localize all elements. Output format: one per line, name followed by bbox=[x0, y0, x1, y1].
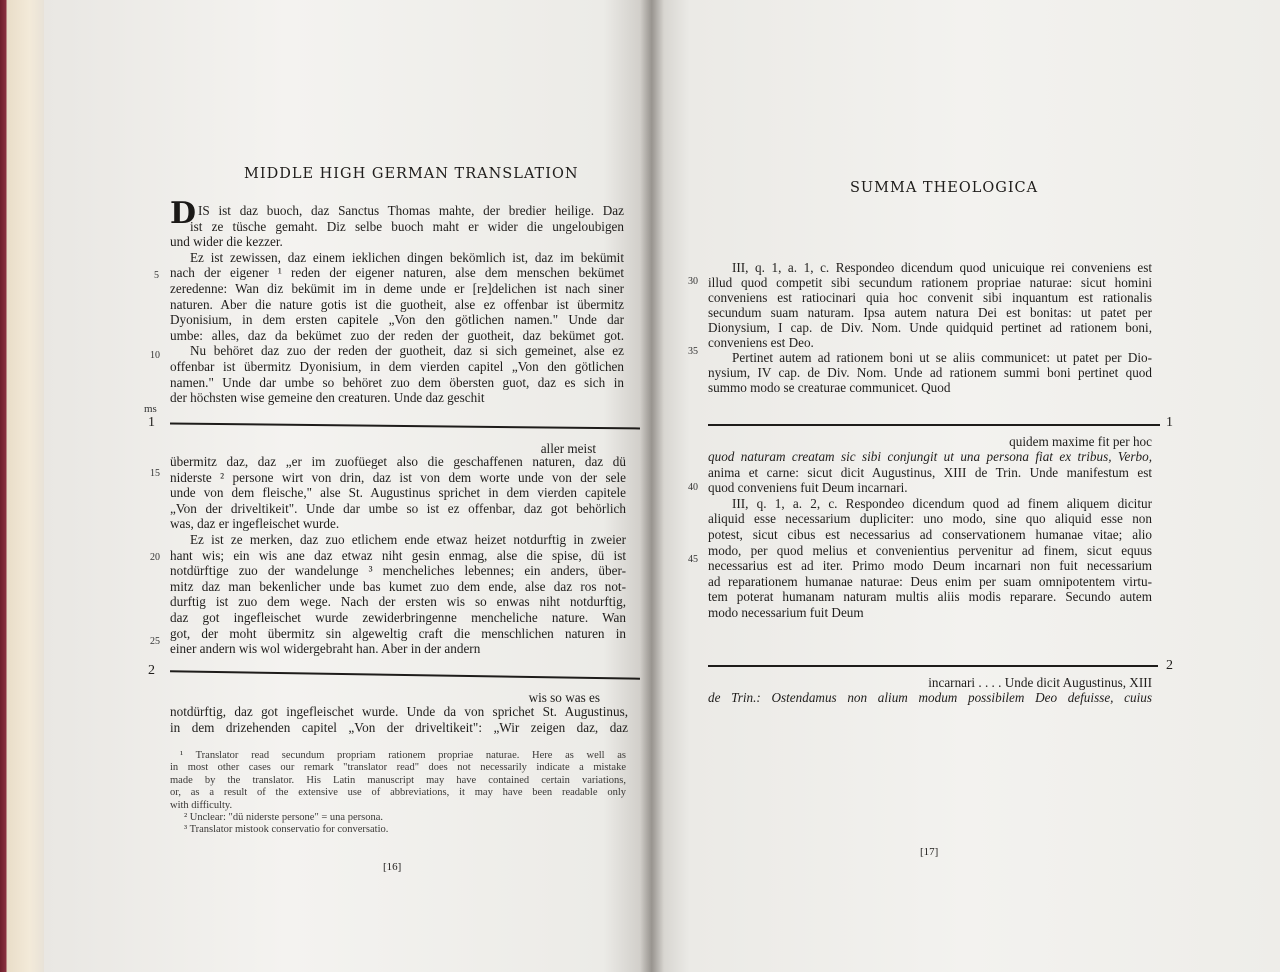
continuation-text: incarnari . . . . Unde dicit Augustinus, XIII bbox=[928, 675, 1152, 690]
line-number: 5 bbox=[154, 270, 159, 281]
text-line: in dem drizehenden capitel „Von der driveltikeit": „Wir zeigen daz, daz bbox=[170, 719, 628, 735]
segment-divider bbox=[170, 670, 640, 679]
text-line: illud quod competit sibi secundum rationem propriae naturae: sicut homini bbox=[708, 275, 1152, 290]
text-line: nach der eigener ¹ reden der eigener naturen, alse dem menschen bekümet bbox=[170, 265, 624, 281]
text-line: was, daz er ingefleischet wurde. bbox=[170, 516, 340, 532]
text-line: „Von der driveltikeit". Unde dar umbe so ist ez offenbar, daz got behörlich bbox=[170, 500, 626, 516]
text-line: tem poterat humanam naturam multis aliis modis reparare. Secundo autem bbox=[708, 589, 1152, 605]
text-line: ad reparationem humanae naturae: Deus enim per suam omnipotentem virtu- bbox=[708, 573, 1152, 589]
continuation-text: wis so was es bbox=[528, 690, 600, 705]
footnote-line: in most other cases our remark "translator read" does not necessarily indicate a mistake bbox=[170, 762, 626, 774]
book-gutter bbox=[640, 0, 664, 972]
text-line: modo, per quod melius et convenientius pervenitur ad finem, sicut equus bbox=[708, 542, 1152, 558]
text-line: quod naturam creatam sic sibi conjungit ut una persona fiat ex tribus, Verbo, bbox=[708, 449, 1152, 464]
page-number: [17] bbox=[920, 846, 939, 858]
text-line: potest, sicut cibus est necessarius ad conservationem humanae vitae; alio bbox=[708, 527, 1152, 542]
continuation-text: aller meist bbox=[540, 441, 596, 456]
text-line: Pertinet autem ad rationem boni ut se aliis communicet: ut patet per Dio- bbox=[732, 350, 1152, 365]
segment-divider bbox=[708, 665, 1158, 667]
text-line: Ez ist ze merken, daz zuo etlichem ende etwaz heizet notdurftig in zweier bbox=[190, 532, 626, 547]
footnote-line: ² Unclear: "dü niderste persone" = una persona. bbox=[184, 812, 383, 823]
segment-number: 2 bbox=[148, 663, 155, 678]
text-line: mitz daz man bekenlicher unde bas kumet zuo dem ende, alse daz ros not- bbox=[170, 578, 626, 594]
segment-divider bbox=[170, 423, 640, 430]
text-line: IS ist daz buoch, daz Sanctus Thomas mahte, der bredier heilige. Daz bbox=[198, 203, 624, 218]
line-number: 35 bbox=[688, 346, 698, 357]
footnote-line: ³ Translator mistook conservatio for conversatio. bbox=[184, 824, 389, 836]
text-line: unde von dem fleische," alse St. Augustinus sprichet in dem vierden capitele bbox=[170, 485, 626, 501]
text-line: und wider die kezzer. bbox=[170, 234, 283, 250]
page-title: MIDDLE HIGH GERMAN TRANSLATION bbox=[244, 166, 579, 182]
text-line: anima et carne: sicut dicit Augustinus, XIII de Trin. Unde manifestum est bbox=[708, 464, 1152, 480]
segment-number: 2 bbox=[1166, 658, 1173, 673]
text-line: übermitz daz, daz „er im zuofüeget also die geschaffenen naturen, daz dü bbox=[170, 454, 626, 469]
text-line: einer andern wis wol widergebraht han. Aber in der andern bbox=[170, 641, 481, 657]
footnote-line: or, as a result of the extensive use of abbreviations, it may have been readable only bbox=[170, 787, 626, 799]
text-line: necessarius est ad iter. Primo modo Deum incarnari non fuit necessarium bbox=[708, 558, 1152, 574]
page-title: SUMMA THEOLOGICA bbox=[850, 180, 1039, 196]
text-line: notdürftige zuo der wandelunge ³ mencheliches lebennes; ein anders, über- bbox=[170, 563, 626, 579]
continuation-text: quidem maxime fit per hoc bbox=[1009, 434, 1152, 449]
text-line: Dyonisium, in dem ersten capitele „Von den götlichen namen." Unde dar bbox=[170, 312, 624, 328]
right-page bbox=[652, 0, 1280, 972]
text-line: Nu behöret daz zuo der reden der guotheit, daz si sich gemeinet, alse ez bbox=[190, 343, 624, 359]
text-line: Ez ist zewissen, daz einem ieklichen dingen bekömlich ist, daz im bekümit bbox=[190, 249, 624, 265]
line-number: 30 bbox=[688, 276, 698, 287]
text-line: modo necessarium fuit Deum bbox=[708, 605, 864, 620]
text-line: namen." Unde dar umbe so behöret zuo dem öbersten guot, daz es sich in bbox=[170, 374, 624, 390]
text-line: durftig ist zuo dem wege. Nach der ersten wis so enwas niht notdurftig, bbox=[170, 594, 626, 610]
text-line: ist ze tüsche gemaht. Diz selbe buoch maht er wider die ungeloubigen bbox=[190, 218, 624, 234]
text-line: aliquid esse necessarium dupliciter: uno modo, sine quo aliquid esse non bbox=[708, 511, 1152, 527]
text-line: zeredenne: Wan diz bekümit im in deme unde er [re]delichen ist nach siner bbox=[170, 281, 624, 296]
text-line: niderste ² persone wirt von drin, daz ist von dem worte unde von der sele bbox=[170, 469, 626, 485]
text-line: notdürftig, daz got ingefleischet wurde. Unde da von sprichet St. Augustinus, bbox=[170, 704, 628, 719]
footnote-line: with difficulty. bbox=[170, 799, 233, 811]
line-number: 20 bbox=[150, 552, 160, 563]
text-line: III, q. 1, a. 1, c. Respondeo dicendum quod unicuique rei conveniens est bbox=[732, 260, 1152, 275]
segment-number: 1 bbox=[1166, 415, 1173, 430]
text-line: Dionysium, I cap. de Div. Nom. Unde quidquid pertinet ad rationem boni, bbox=[708, 320, 1152, 335]
text-line: der höchsten wise gemeine den creaturen. Unde daz geschit bbox=[170, 390, 485, 406]
footnote-line: ¹ Translator read secundum propriam rationem propriae naturae. Here as well as bbox=[180, 750, 626, 761]
text-line: offenbar ist übermitz Dyonisium, in dem vierden capitel „Von den götlichen bbox=[170, 359, 624, 374]
text-line: naturen. Aber die nature gotis ist die guotheit, alse ez offenbar ist übermitz bbox=[170, 296, 624, 312]
line-number: 25 bbox=[150, 636, 160, 647]
text-line: summo modo se creaturae communicet. Quod bbox=[708, 380, 951, 395]
text-line: quod conveniens fuit Deum incarnari. bbox=[708, 480, 908, 496]
line-number: 45 bbox=[688, 554, 698, 565]
text-line: conveniens est Deo. bbox=[708, 335, 814, 350]
text-line: daz got ingefleischet wurde zewiderbringenne mencheliche nature. Wan bbox=[170, 610, 626, 625]
drop-cap: D bbox=[170, 196, 197, 231]
book-cover-edge bbox=[0, 0, 44, 972]
segment-number: 1 bbox=[148, 415, 155, 430]
line-number: 40 bbox=[688, 482, 698, 493]
text-line: secundum suam naturam. Ipsa autem natura Dei est bonitas: ut patet per bbox=[708, 305, 1152, 320]
left-page bbox=[44, 0, 652, 972]
text-line: hant wis; ein wis ane daz etwaz niht gesin enmag, alse die spise, dü ist bbox=[170, 547, 626, 563]
manuscript-mark: ms bbox=[144, 403, 157, 415]
text-line: nysium, IV cap. de Div. Nom. Unde ad rationem summi boni pertinet quod bbox=[708, 365, 1152, 380]
text-line: de Trin.: Ostendamus non alium modum possibilem Deo defuisse, cuius bbox=[708, 690, 1152, 705]
text-line: conveniens est ratiocinari quia hoc convenit sibi inquantum est rationalis bbox=[708, 290, 1152, 305]
text-line: III, q. 1, a. 2, c. Respondeo dicendum quod ad finem aliquem dicitur bbox=[732, 495, 1152, 511]
line-number: 10 bbox=[150, 350, 160, 361]
page-number: [16] bbox=[383, 861, 402, 873]
footnote-line: made by the translator. His Latin manuscript may have contained certain variations, bbox=[170, 774, 626, 786]
text-line: got, der moht übermitz sin algeweltig craft die menschlichen naturen in bbox=[170, 625, 626, 641]
segment-divider bbox=[708, 424, 1160, 426]
text-line: umbe: alles, daz da bekümet zuo der reden der guotheit, daz bekümet got. bbox=[170, 327, 624, 343]
line-number: 15 bbox=[150, 468, 160, 479]
